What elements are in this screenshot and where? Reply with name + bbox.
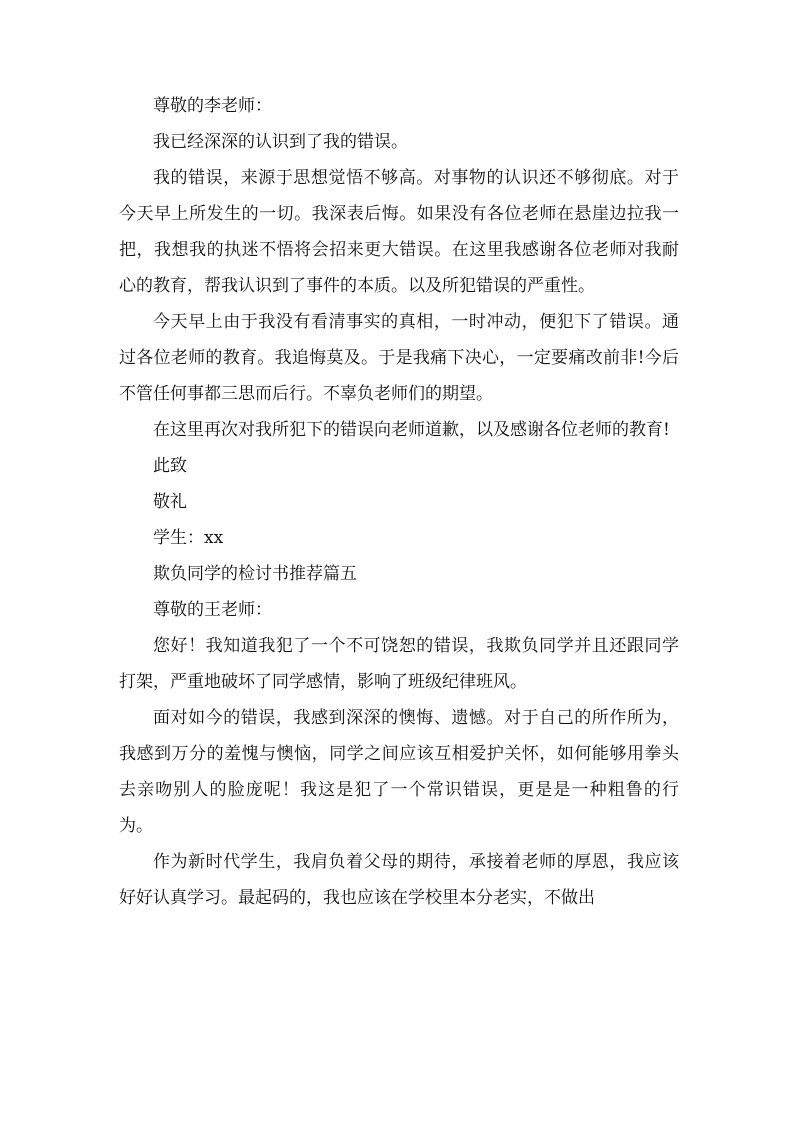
closing-line: 此致 xyxy=(153,456,187,476)
paragraph: 在这里再次对我所犯下的错误向老师道歉，以及感谢各位老师的教育! xyxy=(153,420,670,440)
paragraph: 您好！我知道我犯了一个不可饶恕的错误，我欺负同学并且还跟同学打架，严重地破坏了同学感情，影响了班级纪律班风。 xyxy=(119,636,679,692)
paragraph: 作为新时代学生，我肩负着父母的期待，承接着老师的厚恩，我应该好好认真学习。最起码的，我也应该在学校里本分老实，不做出 xyxy=(119,852,679,908)
document-body xyxy=(119,88,679,916)
signature: 学生：xx xyxy=(153,528,224,548)
paragraph: 我已经深深的认识到了我的错误。 xyxy=(153,132,408,152)
section-heading: 欺负同学的检讨书推荐篇五 xyxy=(153,564,357,584)
closing-salute: 敬礼 xyxy=(153,492,187,512)
paragraph: 今天早上由于我没有看清事实的真相，一时冲动，便犯下了错误。通过各位老师的教育。我追悔莫及。于是我痛下决心，一定要痛改前非!今后不管任何事都三思而后行。不辜负老师们的期望。 xyxy=(119,312,679,404)
paragraph: 面对如今的错误，我感到深深的懊悔、遗憾。对于自己的所作所为，我感到万分的羞愧与懊恼，同学之间应该互相爱护关怀，如何能够用拳头去亲吻别人的脸庞呢！我这是犯了一个常识错误，更是是一种粗鲁的行为。 xyxy=(119,708,679,836)
paragraph: 我的错误，来源于思想觉悟不够高。对事物的认识还不够彻底。对于今天早上所发生的一切。我深表后悔。如果没有各位老师在悬崖边拉我一把，我想我的执迷不悟将会招来更大错误。在这里我感谢各位老师对我耐心的教育，帮我认识到了事件的本质。以及所犯错误的严重性。 xyxy=(119,168,679,296)
greeting-wang: 尊敬的王老师： xyxy=(153,600,272,620)
greeting-li: 尊敬的李老师： xyxy=(153,96,272,116)
